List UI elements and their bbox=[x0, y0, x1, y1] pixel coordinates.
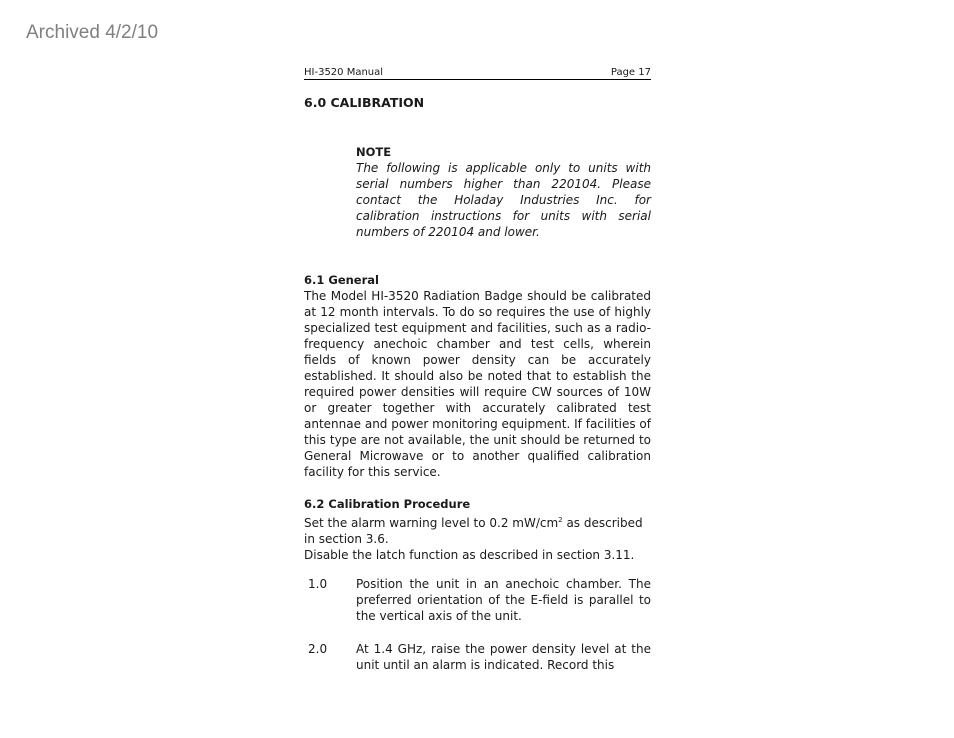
step-text: Position the unit in an anechoic chamber. The preferred orientation of the E-field is parallel to the vertical axis of the unit. bbox=[356, 577, 651, 623]
step-item bbox=[304, 576, 651, 624]
step-text: At 1.4 GHz, raise the power density level at the unit until an alarm is indicated. Record this bbox=[356, 642, 651, 672]
procedure-section bbox=[304, 496, 651, 563]
general-title: 6.1 General bbox=[304, 273, 379, 287]
header-page-number: Page 17 bbox=[610, 67, 651, 78]
note-block bbox=[356, 144, 651, 240]
note-title: NOTE bbox=[356, 145, 392, 159]
page-header bbox=[304, 64, 651, 80]
procedure-line-1 bbox=[304, 512, 651, 547]
step-item bbox=[304, 641, 651, 673]
procedure-line-1-tail: as described in section 3.6. bbox=[304, 516, 643, 546]
procedure-title: 6.2 Calibration Procedure bbox=[304, 497, 471, 511]
step-number: 1.0 bbox=[308, 577, 328, 591]
archived-stamp: Archived 4/2/10 bbox=[26, 22, 159, 43]
superscript-2: 2 bbox=[558, 516, 563, 524]
note-body: The following is applicable only to units with serial numbers higher than 220104. Please contact the Holaday Industries Inc. for calibration instructions for units with serial numbers of 220104 and lower. bbox=[356, 161, 651, 239]
step-number: 2.0 bbox=[308, 642, 328, 656]
general-body: The Model HI-3520 Radiation Badge should be calibrated at 12 month intervals. To do so requires the use of highly specialized test equipment and facilities, such as a radio-frequency anechoic chamber and test cells, wherein fields of known power density can be accurately established. It should also be noted that to establish the required power densities will require CW sources of 10W or greater together with accurately calibrated test antennae and power monitoring equipment. If facilities of this type are not available, the unit should be returned to General Microwave or to another qualified calibration facility for this service. bbox=[304, 289, 651, 479]
header-manual-title: HI-3520 Manual bbox=[304, 67, 384, 78]
procedure-line-1-text: Set the alarm warning level to 0.2 mW/cm bbox=[304, 516, 559, 530]
procedure-line-2: Disable the latch function as described in section 3.11. bbox=[304, 548, 635, 562]
manual-page bbox=[304, 64, 651, 672]
general-section bbox=[304, 272, 651, 480]
section-title: 6.0 CALIBRATION bbox=[304, 95, 425, 110]
